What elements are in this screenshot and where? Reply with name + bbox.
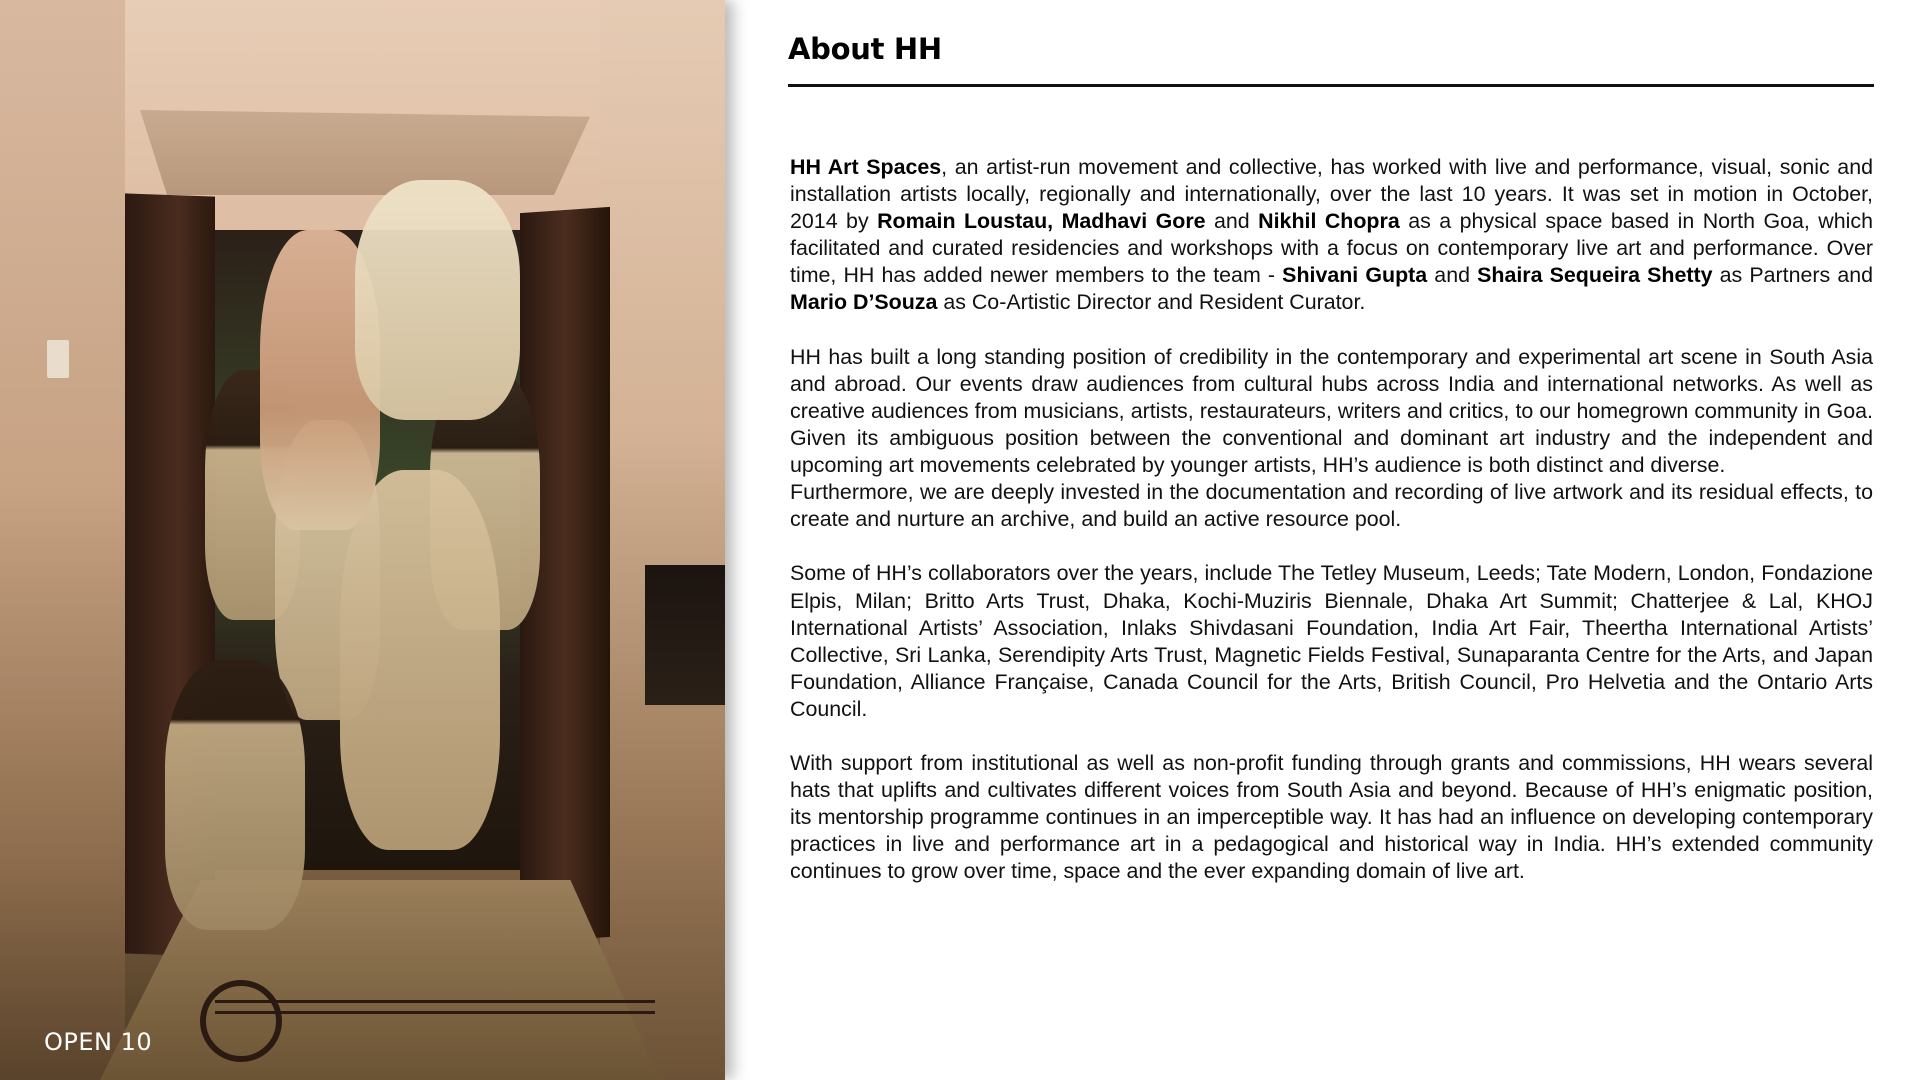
- photo-door-lintel: [140, 110, 590, 195]
- photo-performer: [165, 660, 305, 930]
- about-section: [788, 0, 1874, 1080]
- bold-text-segment: HH Art Spaces: [790, 155, 942, 179]
- bold-text-segment: Mario D’Souza: [790, 290, 938, 315]
- bold-text-segment: Shaira Sequeira Shetty: [1477, 263, 1713, 288]
- title-divider: [788, 84, 1874, 87]
- photo-performer: [355, 180, 520, 420]
- text-segment: as a physical space based in North Goa, which facilitated and curated residencies and workshops with a focus on contemporary live art and performance. Over time, HH has added newer members to the team -: [790, 209, 1873, 288]
- text-segment: and: [1427, 263, 1478, 288]
- text-segment: Some of HH’s collaborators over the years, include The Tetley Museum, Leeds; Tate Modern, London, Fondazione Elpis, Milan; Britto Arts Trust, Dhaka, Kochi-Muziris Biennale, Dhaka Art Summit; Chatterjee & Lal, KHOJ International Artists’ Association, Inlaks Shivdasani Foundation, India Art Fair, Theertha International Artists’ Collective, Sri Lanka, Serendipity Arts Trust, Magnetic Fields Festival, Sunaparanta Centre for the Arts, and Japan Foundation, Alliance Française, Canada Council for the Arts, British Council, Pro Helvetia and the Ontario Arts Council.: [790, 561, 1873, 721]
- page-title: About HH: [788, 32, 942, 66]
- photo-wall-right: [600, 0, 725, 1080]
- paragraph-credibility: [790, 344, 1873, 479]
- bold-text-segment: Romain Loustau, Madhavi Gore: [877, 209, 1206, 234]
- text-segment: HH has built a long standing position of credibility in the contemporary and experimental art scene in South Asia and abroad. Our events draw audiences from cultural hubs across India and international networks. As well as creative audiences from musicians, artists, restaurateurs, writers and critics, to our homegrown community in Goa. Given its ambiguous position between the conventional and dominant art industry and the independent and upcoming art movements celebrated by younger artists, HH’s audience is both distinct and diverse.: [790, 344, 1873, 478]
- bold-text-segment: Nikhil Chopra: [1258, 209, 1400, 234]
- photo-wall-left: [0, 0, 125, 1080]
- performance-photo: [0, 0, 725, 1080]
- photo-caption: OPEN 10: [44, 1028, 153, 1056]
- paragraph-documentation: [790, 479, 1873, 533]
- paragraph-collaborators: [790, 560, 1873, 723]
- paragraph-support: [790, 750, 1873, 885]
- paragraph-intro: [790, 154, 1873, 317]
- photo-light-switch: [47, 340, 69, 378]
- text-segment: and: [1205, 209, 1259, 234]
- photo-floor-motif: [200, 980, 282, 1062]
- text-segment: as Partners and: [1712, 263, 1874, 288]
- text-segment: , an artist-run movement and collective, has worked with live and performance, visual, sonic and installation artists locally, regionally and internationally, over the last 10 years. It was set in motion in October, 2014 by: [790, 155, 1873, 234]
- text-segment: Furthermore, we are deeply invested in the documentation and recording of live artwork and its residual effects, to create and nurture an archive, and build an active resource pool.: [790, 480, 1873, 532]
- text-segment: With support from institutional as well as non-profit funding through grants and commissions, HH wears several hats that uplifts and cultivates different voices from South Asia and beyond. Because of HH’s enigmatic position, its mentorship programme continues in an imperceptible way. It has had an influence on developing contemporary practices in live and performance art in a pedagogical and historical way in India. HH’s extended community continues to grow over time, space and the ever expanding domain of live art.: [790, 751, 1873, 884]
- about-body: [790, 154, 1873, 886]
- text-segment: as Co-Artistic Director and Resident Curator.: [937, 290, 1366, 315]
- photo-shelf: [645, 565, 725, 705]
- bold-text-segment: Shivani Gupta: [1282, 263, 1428, 288]
